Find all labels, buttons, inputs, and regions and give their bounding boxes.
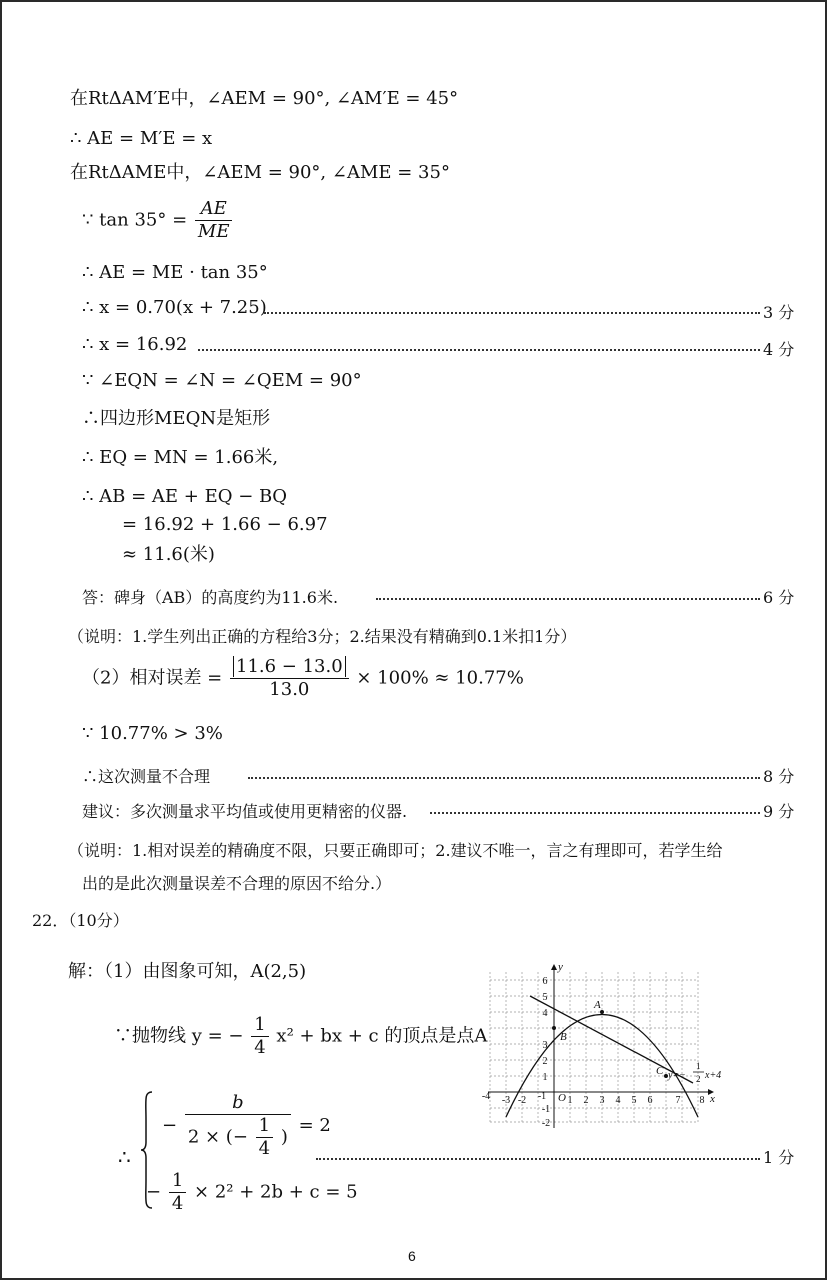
equation-2-rest: × 2² + 2b + c = 5: [194, 1181, 358, 1203]
x-tick-8: 8: [699, 1095, 705, 1106]
parabola-coef-fraction: [251, 1016, 268, 1057]
line-compare: ∵ 10.77% > 3%: [82, 723, 223, 744]
tan35-denominator: ME: [197, 221, 230, 242]
x-axis-label: x: [710, 1093, 715, 1105]
line-label-den: 2: [696, 1074, 701, 1084]
y-tick-neg1: -1: [541, 1104, 551, 1115]
point-b-dot: [552, 1026, 556, 1030]
equation-2-den: 4: [171, 1193, 184, 1214]
line-unreasonable: ∴这次测量不合理: [82, 767, 211, 786]
equation-2: [146, 1172, 358, 1213]
line-answer: 答：碑身（AB）的高度约为11.6米.: [82, 588, 339, 607]
x-tick-7: 7: [675, 1095, 681, 1106]
note-1: （说明：1.学生列出正确的方程给3分；2.结果没有精确到0.1米扣1分）: [68, 627, 577, 646]
line-ab-approx: ≈ 11.6(米): [122, 544, 215, 565]
relative-error-fraction: [230, 658, 349, 699]
relative-error-result: × 100% ≈ 10.77%: [356, 667, 524, 689]
equation-1-den-den: 4: [258, 1138, 271, 1159]
equation-1-num: b: [185, 1094, 291, 1115]
line-ab-sum: = 16.92 + 1.66 − 6.97: [122, 514, 328, 535]
parabola-coef-num: 1: [251, 1016, 268, 1037]
x-tick-neg1: -1: [537, 1091, 547, 1102]
x-tick-1: 1: [567, 1095, 573, 1106]
x-tick-4: 4: [615, 1095, 621, 1106]
line-eq-mn: ∴ EQ = MN = 1.66米,: [82, 447, 279, 468]
line-rt-triangle-1: 在RtΔAM′E中，∠AEM = 90°, ∠AM′E = 45°: [70, 88, 459, 109]
dot-leader-6: [316, 1158, 760, 1160]
equation-1-minus: −: [162, 1115, 178, 1136]
y-tick-6: 6: [542, 976, 548, 987]
tan35-prefix: ∵ tan 35° =: [82, 209, 188, 231]
x-tick-neg2: -2: [517, 1095, 527, 1106]
line-solution-start: 解：（1）由图象可知，A(2,5): [68, 961, 307, 982]
relative-error-denominator: 13.0: [269, 679, 310, 700]
question-22-title: 22．（10分）: [32, 911, 129, 930]
score-1: 1 分: [763, 1148, 795, 1167]
note-2-line-2: 出的是此次测量误差不合理的原因不给分.）: [82, 874, 392, 893]
equation-2-minus: −: [146, 1181, 162, 1203]
parabola-coef-den: 4: [254, 1037, 266, 1058]
equation-1-fraction: [185, 1094, 291, 1158]
line-equation-x: ∴ x = 0.70(x + 7.25): [82, 297, 267, 318]
score-9: 9 分: [763, 802, 795, 821]
line-right-angles: ∵ ∠EQN = ∠N = ∠QEM = 90°: [82, 370, 362, 391]
y-tick-2: 2: [542, 1056, 548, 1067]
line-rectangle: ∴四边形MEQN是矩形: [82, 408, 271, 429]
dot-leader-5: [430, 812, 760, 814]
parabola-suffix: x² + bx + c 的顶点是点A: [276, 1025, 488, 1047]
dot-leader-3: [376, 598, 760, 600]
equation-1-rhs: = 2: [298, 1115, 331, 1136]
relative-error-numerator: 11.6 − 13.0: [233, 656, 346, 677]
score-4: 4 分: [763, 340, 795, 359]
line-ae-equals-x: ∴ AE = M′E = x: [70, 128, 213, 149]
parabola-prefix: ∵抛物线 y = −: [114, 1025, 244, 1047]
line-ab-expr: ∴ AB = AE + EQ − BQ: [82, 486, 287, 507]
x-tick-3: 3: [599, 1095, 605, 1106]
y-axis-arrow: [551, 964, 557, 970]
point-a-label: A: [594, 999, 601, 1011]
line-relative-error: [82, 658, 524, 699]
dot-leader-1: [264, 312, 760, 314]
equation-1-den-prefix: 2 × (−: [187, 1126, 248, 1148]
tan35-fraction: [195, 200, 233, 241]
x-tick-5: 5: [631, 1095, 637, 1106]
line-parabola: [114, 1016, 487, 1057]
y-tick-5: 5: [542, 992, 548, 1003]
y-tick-1: 1: [542, 1072, 548, 1083]
equation-1-den-num: 1: [256, 1117, 273, 1138]
x-tick-2: 2: [583, 1095, 589, 1106]
line-tan35: [82, 200, 234, 241]
point-b-label: B: [560, 1031, 567, 1043]
x-tick-6: 6: [647, 1095, 653, 1106]
x-tick-neg4: -4: [481, 1091, 491, 1102]
page-number: 6: [408, 1248, 416, 1264]
note-2-line-1: （说明：1.相对误差的精确度不限，只要正确即可；2.建议不唯一，言之有理即可，若学生给: [68, 841, 723, 860]
relative-error-prefix: （2）相对误差 =: [82, 667, 223, 689]
line-ae-me-tan: ∴ AE = ME · tan 35°: [82, 262, 268, 283]
tan35-numerator: AE: [195, 200, 233, 221]
line-label-suffix: x+4: [705, 1070, 722, 1081]
point-c-label: C: [656, 1065, 664, 1077]
y-tick-3: 3: [542, 1040, 548, 1051]
score-6: 6 分: [763, 588, 795, 607]
parabola-graph: [480, 962, 750, 1132]
therefore-symbol: ∴: [118, 1145, 131, 1169]
score-8: 8 分: [763, 767, 795, 786]
line-suggestion: 建议：多次测量求平均值或使用更精密的仪器.: [82, 802, 408, 821]
line-rt-triangle-2: 在RtΔAME中，∠AEM = 90°, ∠AME = 35°: [70, 162, 450, 183]
equation-2-num: 1: [169, 1172, 186, 1193]
equation-1-den-fraction: [256, 1117, 273, 1158]
line-label-prefix: y=−: [668, 1070, 686, 1081]
equation-1-den-suffix: ): [280, 1126, 288, 1148]
y-tick-4: 4: [542, 1008, 548, 1019]
score-3: 3 分: [763, 303, 795, 322]
equation-1: [162, 1094, 331, 1158]
equation-2-fraction: [169, 1172, 186, 1213]
line-x-value: ∴ x = 16.92: [82, 334, 188, 355]
dot-leader-2: [198, 349, 760, 351]
y-tick-neg2: -2: [541, 1118, 551, 1129]
origin-label: O: [558, 1092, 566, 1104]
x-tick-neg3: -3: [501, 1095, 511, 1106]
line-label-num: 1: [696, 1061, 701, 1071]
dot-leader-4: [248, 777, 760, 779]
y-axis-label: y: [558, 962, 563, 973]
